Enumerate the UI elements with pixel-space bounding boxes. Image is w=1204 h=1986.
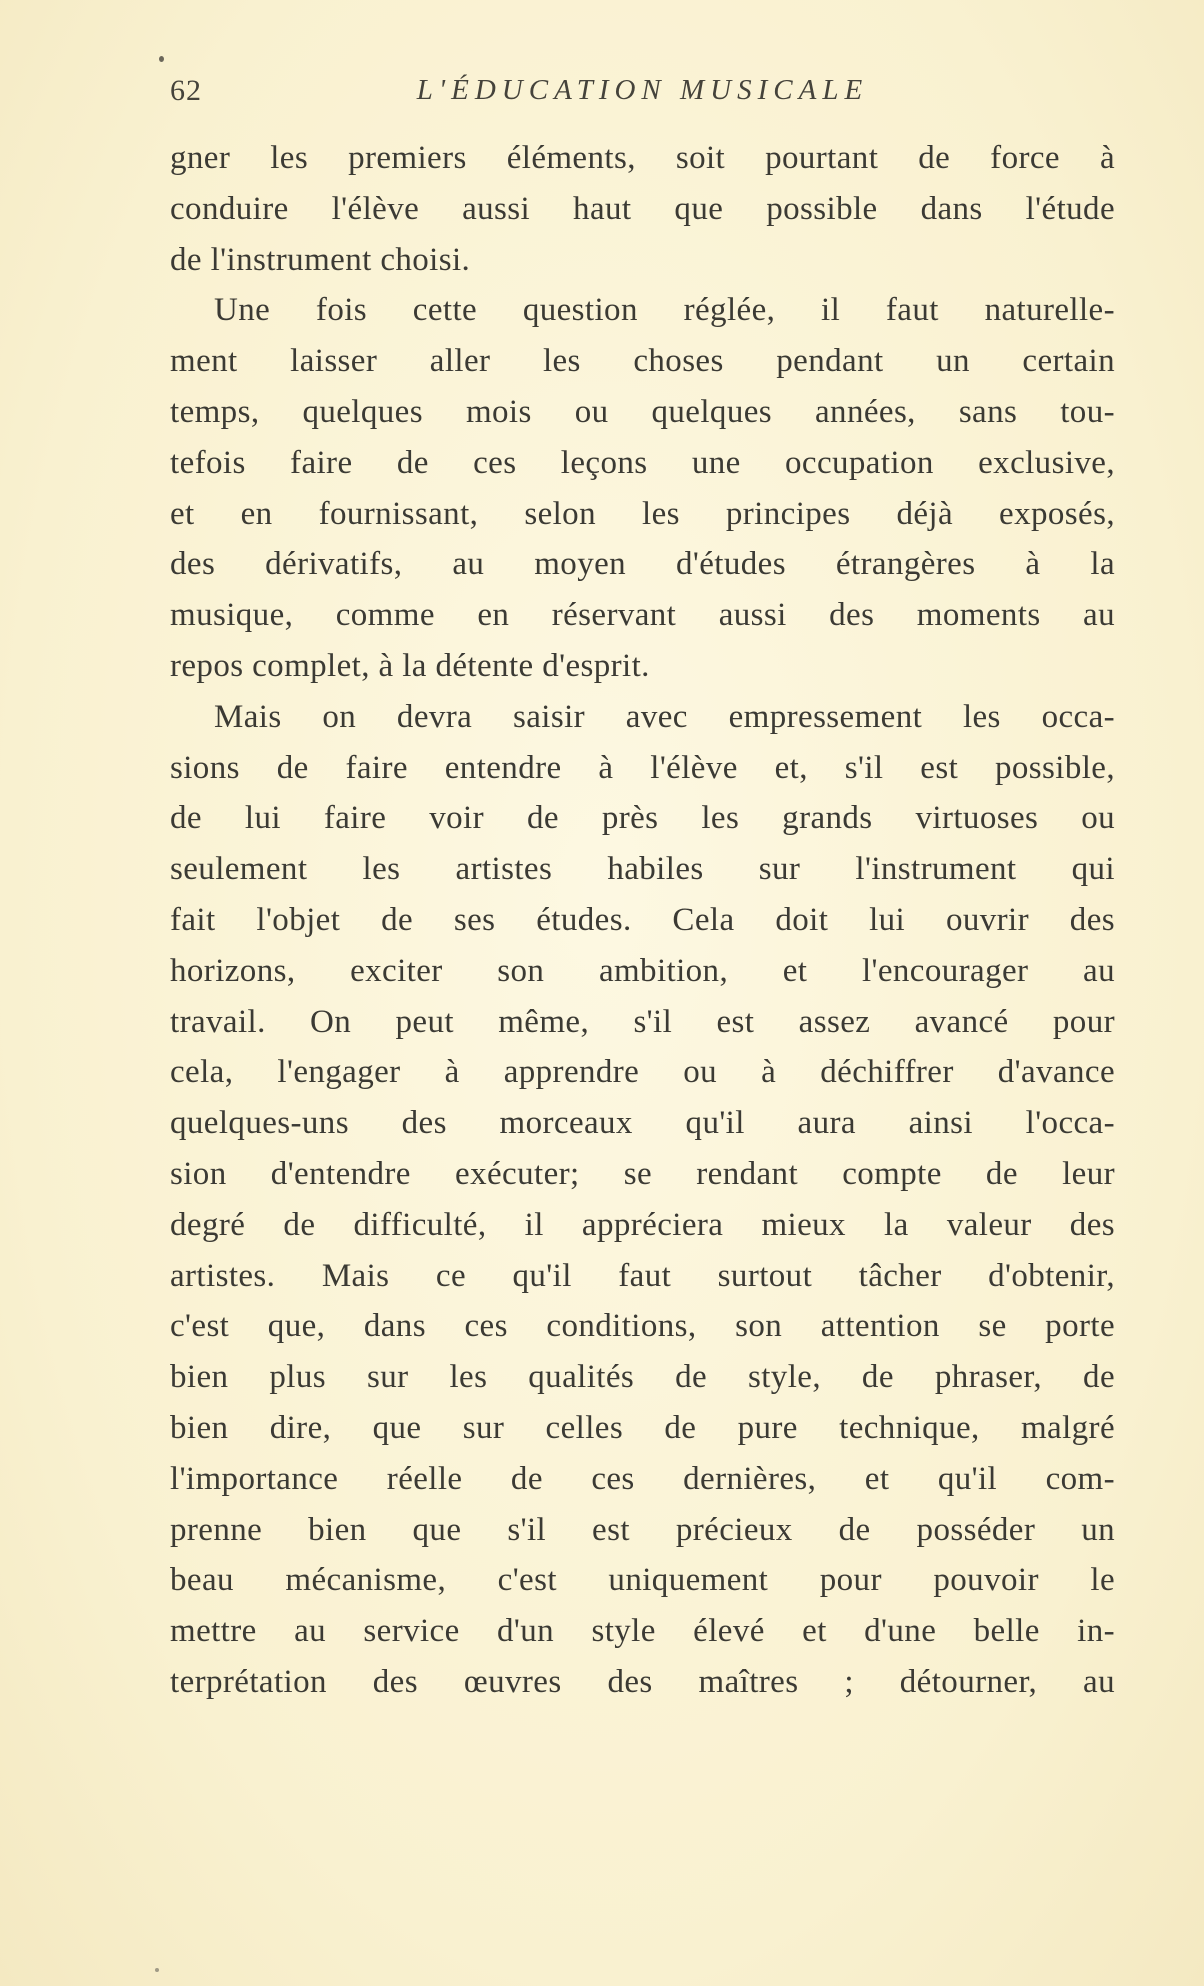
text-line: l'importance réelle de ces dernières, et qu'il com-: [170, 1460, 1115, 1497]
text-line: horizons, exciter son ambition, et l'encourager au: [170, 952, 1115, 989]
text-line: sions de faire entendre à l'élève et, s'il est possible,: [170, 749, 1115, 786]
body-text: [170, 133, 1115, 1708]
text-line: de l'instrument choisi.: [170, 241, 471, 278]
text-line: degré de difficulté, il appréciera mieux la valeur des: [170, 1206, 1115, 1243]
text-line: fait l'objet de ses études. Cela doit lui ouvrir des: [170, 901, 1115, 938]
text-line: seulement les artistes habiles sur l'instrument qui: [170, 851, 1115, 888]
text-line: ment laisser aller les choses pendant un certain: [170, 343, 1115, 380]
text-line: prenne bien que s'il est précieux de posséder un: [170, 1511, 1115, 1548]
page-number: 62: [170, 74, 202, 107]
text-line: artistes. Mais ce qu'il faut surtout tâcher d'obtenir,: [170, 1257, 1115, 1294]
text-line: conduire l'élève aussi haut que possible dans l'étude: [170, 190, 1115, 227]
ink-speck: [155, 1968, 159, 1972]
text-line: temps, quelques mois ou quelques années, sans tou-: [170, 393, 1115, 430]
paragraph-first-line: Une fois cette question réglée, il faut naturelle-: [214, 292, 1115, 329]
text-line: sion d'entendre exécuter; se rendant compte de leur: [170, 1155, 1115, 1192]
text-line: de lui faire voir de près les grands virtuoses ou: [170, 800, 1115, 837]
text-line: beau mécanisme, c'est uniquement pour pouvoir le: [170, 1562, 1115, 1599]
text-line: des dérivatifs, au moyen d'études étrangères à la: [170, 546, 1115, 583]
text-line: terprétation des œuvres des maîtres ; détourner, au: [170, 1663, 1115, 1700]
text-line: c'est que, dans ces conditions, son attention se porte: [170, 1308, 1115, 1345]
text-line: tefois faire de ces leçons une occupation exclusive,: [170, 444, 1115, 481]
text-line: mettre au service d'un style élevé et d'une belle in-: [170, 1613, 1115, 1650]
text-line: gner les premiers éléments, soit pourtant de force à: [170, 140, 1115, 176]
ink-speck: [159, 56, 164, 62]
running-header: [170, 74, 1115, 122]
running-title: L'ÉDUCATION MUSICALE: [416, 74, 869, 106]
text-line: repos complet, à la détente d'esprit.: [170, 647, 650, 684]
text-line: et en fournissant, selon les principes déjà exposés,: [170, 495, 1115, 532]
text-line: quelques-uns des morceaux qu'il aura ainsi l'occa-: [170, 1105, 1115, 1142]
text-line: cela, l'engager à apprendre ou à déchiffrer d'avance: [170, 1054, 1115, 1091]
text-line: bien plus sur les qualités de style, de phraser, de: [170, 1359, 1115, 1396]
text-line: travail. On peut même, s'il est assez avancé pour: [170, 1003, 1115, 1040]
paragraph-first-line: Mais on devra saisir avec empressement les occa-: [214, 698, 1115, 735]
text-line: musique, comme en réservant aussi des moments au: [170, 597, 1115, 634]
text-line: bien dire, que sur celles de pure technique, malgré: [170, 1409, 1115, 1446]
